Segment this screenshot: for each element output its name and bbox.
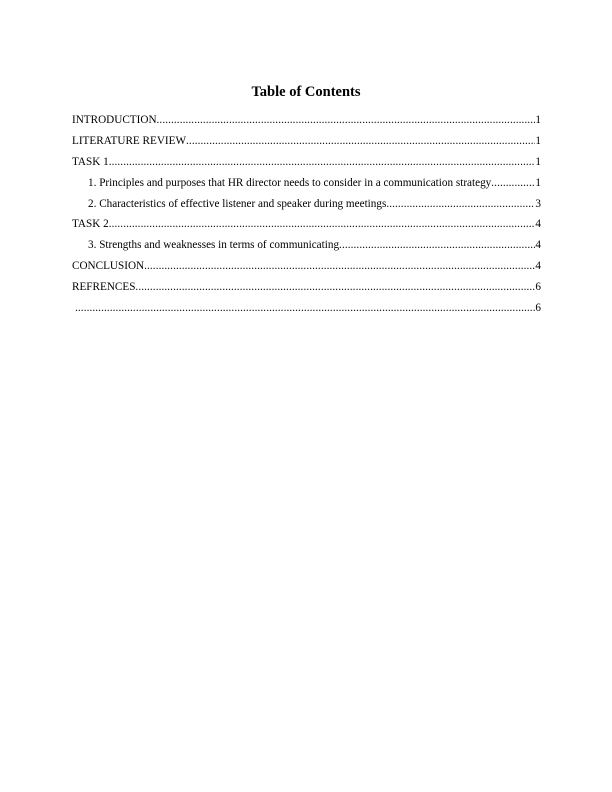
toc-entry-page: 1	[535, 114, 541, 126]
toc-entry-page: 6	[535, 302, 541, 315]
toc-entry-page: 6	[535, 281, 541, 294]
toc-title: Table of Contents	[251, 84, 361, 100]
toc-entry-page: 4	[535, 218, 541, 231]
toc-entry-page: 4	[535, 239, 541, 252]
toc-entry-page: 4	[535, 260, 541, 273]
toc-entry-page: 1	[535, 176, 541, 189]
toc-entry-page: 1	[535, 155, 541, 168]
toc-entry-strengths-weaknesses[interactable]	[72, 235, 541, 256]
toc-entry-page: 1	[535, 134, 541, 147]
toc-dot-leader	[144, 256, 535, 277]
toc-entry-introduction[interactable]	[72, 110, 541, 131]
toc-entry-task-1[interactable]	[72, 152, 541, 173]
toc-entry-label: 2. Characteristics of effective listener and speaker during meetings	[88, 197, 387, 210]
toc-dot-leader	[386, 194, 535, 215]
toc-entry-label: 1. Principles and purposes that HR director needs to consider in a communication strategy	[88, 176, 492, 189]
toc-entry-references[interactable]	[72, 277, 541, 298]
toc-dot-leader	[109, 152, 536, 173]
toc-entry-literature-review[interactable]	[72, 131, 541, 152]
toc-dot-leader	[135, 277, 535, 298]
toc-dot-leader	[109, 214, 536, 235]
toc-list	[72, 110, 541, 319]
toc-entry-untitled[interactable]	[72, 298, 541, 319]
toc-entry-principles-purposes[interactable]	[72, 173, 541, 194]
toc-entry-label: CONCLUSION	[72, 260, 145, 273]
toc-dot-leader	[75, 298, 535, 319]
toc-entry-page: 3	[535, 197, 541, 210]
toc-entry-label: REFRENCES	[72, 281, 136, 294]
toc-dot-leader	[186, 131, 535, 152]
toc-entry-conclusion[interactable]	[72, 256, 541, 277]
toc-dot-leader	[339, 235, 535, 256]
toc-entry-listener-speaker[interactable]	[72, 194, 541, 215]
toc-dot-leader	[491, 173, 535, 194]
toc-entry-label: TASK 2	[72, 218, 109, 231]
toc-dot-leader	[157, 110, 536, 131]
toc-entry-label: TASK 1	[72, 155, 109, 168]
toc-entry-label: INTRODUCTION	[72, 114, 157, 126]
toc-entry-label: 3. Strengths and weaknesses in terms of communicating	[88, 239, 340, 252]
toc-entry-label: LITERATURE REVIEW	[72, 134, 187, 147]
toc-entry-task-2[interactable]	[72, 214, 541, 235]
